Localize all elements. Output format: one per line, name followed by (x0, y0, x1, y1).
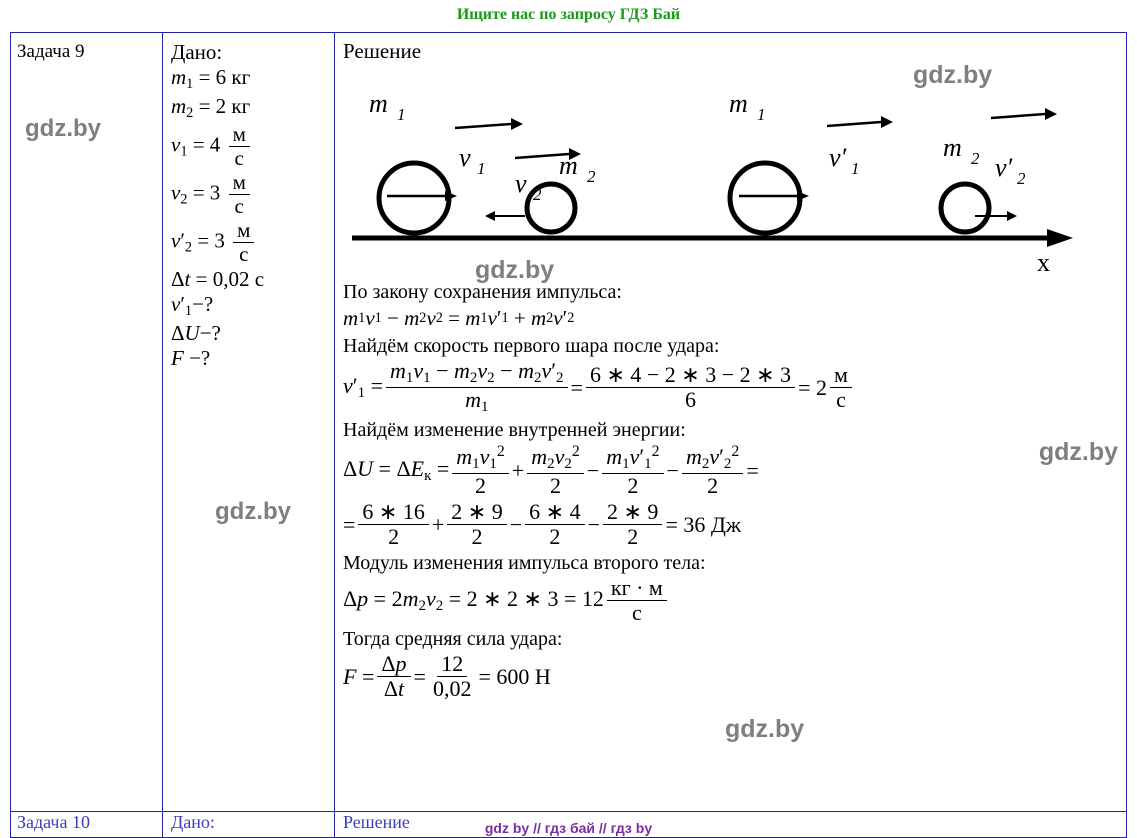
collision-diagram-svg (347, 66, 1107, 276)
given-line-m1: $m_1 = 6$ кг (171, 65, 251, 93)
step1-text: По закону сохранения импульса: (343, 281, 622, 303)
given-line-f-q: F −? (171, 346, 211, 371)
collision-figure (347, 66, 1107, 284)
svg-text:m: m (729, 89, 748, 118)
given-line-v2: $v_2 = 3$ $\frac{м}{с}$ (171, 172, 328, 217)
svg-text:m: m (369, 89, 388, 118)
svg-text:v′: v′ (829, 143, 847, 172)
top-banner-text: Ищите нас по запросу ГДЗ Бай (456, 6, 681, 23)
step2-text: Найдём скорость первого шара после удара: (343, 335, 720, 357)
step1-formula: m 1 v 1 − m 2 v 2 = m 1 v ′ 1 + m 2 v ′ 2 (343, 306, 575, 330)
watermark-right-middle: gdz.by (1038, 438, 1118, 466)
svg-text:1: 1 (851, 159, 860, 178)
task-column (11, 33, 163, 811)
svg-text:1: 1 (397, 105, 406, 124)
watermark-task: gdz.by (25, 115, 101, 142)
svg-text:2: 2 (971, 149, 980, 168)
svg-text:v: v (515, 169, 527, 198)
svg-text:1: 1 (757, 105, 766, 124)
next-given-label: Дано: (163, 812, 335, 837)
given-line-v1: $v_1 = 4$ $\frac{м}{с}$ (171, 124, 328, 169)
given-line-v1-prime-q: $v'_1-$? (171, 292, 214, 320)
step4-formula: $\Delta p = 2m_2v_2 = 2$ ∗ 2 ∗ 3 = 12 $\frac{кг \cdot м}{с}$ (343, 577, 1118, 624)
svg-text:1: 1 (477, 159, 486, 178)
given-line-v2-prime: $v'_2 = 3$ $\frac{м}{с}$ (171, 220, 328, 265)
given-line-dt: Δt = 0,02 с (171, 266, 265, 291)
svg-text:2: 2 (1017, 169, 1026, 188)
watermark-given: gdz.by (215, 498, 291, 525)
top-banner (0, 0, 1137, 30)
given-header: Дано: (171, 40, 223, 64)
footer-text: gdz by // гдз бай // гдз by (484, 820, 653, 836)
problem-table (10, 32, 1127, 812)
step3-formula-line1: $\Delta U = \Delta E_к$ = $\frac{m_1v_1^2}{2}$ + $\frac{m_2v_2^2}{2}$ − $\frac{m_1v'_1^2}{2}$ − $\frac{m_2v'_2^2}{2}$ = (343, 443, 759, 499)
step4-text: Модуль изменения импульса второго тела: (343, 552, 706, 575)
given-line-du-q: ΔU−? (171, 321, 221, 345)
svg-text:2: 2 (587, 167, 596, 186)
next-task-label: Задача 10 (11, 812, 163, 837)
watermark-figure: gdz.by (475, 256, 555, 284)
svg-text:m: m (559, 151, 578, 180)
step3-formula-line2: = $\frac{6 ∗ 16}{2}$ + $\frac{2 ∗ 9}{2}$ − $\frac{6 ∗ 4}{2}$ − $\frac{2 ∗ 9}{2}$ = 36 Дж (343, 499, 742, 550)
solution-title: Решение (343, 39, 422, 63)
svg-text:x: x (1037, 248, 1050, 276)
step5-formula: F = $\frac{\Delta p}{\Delta t}$ = $\frac{12}{0,02}$ = 600 Н (343, 651, 551, 702)
watermark-bottom: gdz.by (725, 715, 805, 743)
footer (0, 820, 1137, 836)
svg-text:2: 2 (533, 185, 542, 204)
step3-text: Найдём изменение внутренней энергии: (343, 419, 686, 442)
step2-formula: $v'_1$ = $\frac{m_1v_1 - m_2v_2 - m_2v'_2}{m_1}$ = $\frac{6 ∗ 4 - 2 ∗ 3 - 2 ∗ 3}{6}$ = 2 $\frac{м}{с}$ (343, 360, 1118, 415)
watermark-solution-top: gdz.by (913, 61, 993, 89)
svg-text:v: v (459, 143, 471, 172)
given-line-m2: $m_2 = 2$ кг (171, 94, 251, 121)
solution-column (335, 33, 1126, 811)
given-column (163, 33, 335, 811)
task-title: Задача 9 (17, 41, 85, 62)
next-solution-label: Решение (343, 812, 410, 832)
svg-text:m: m (943, 133, 962, 162)
svg-text:v′: v′ (995, 153, 1013, 182)
step5-text: Тогда средняя сила удара: (343, 628, 563, 651)
